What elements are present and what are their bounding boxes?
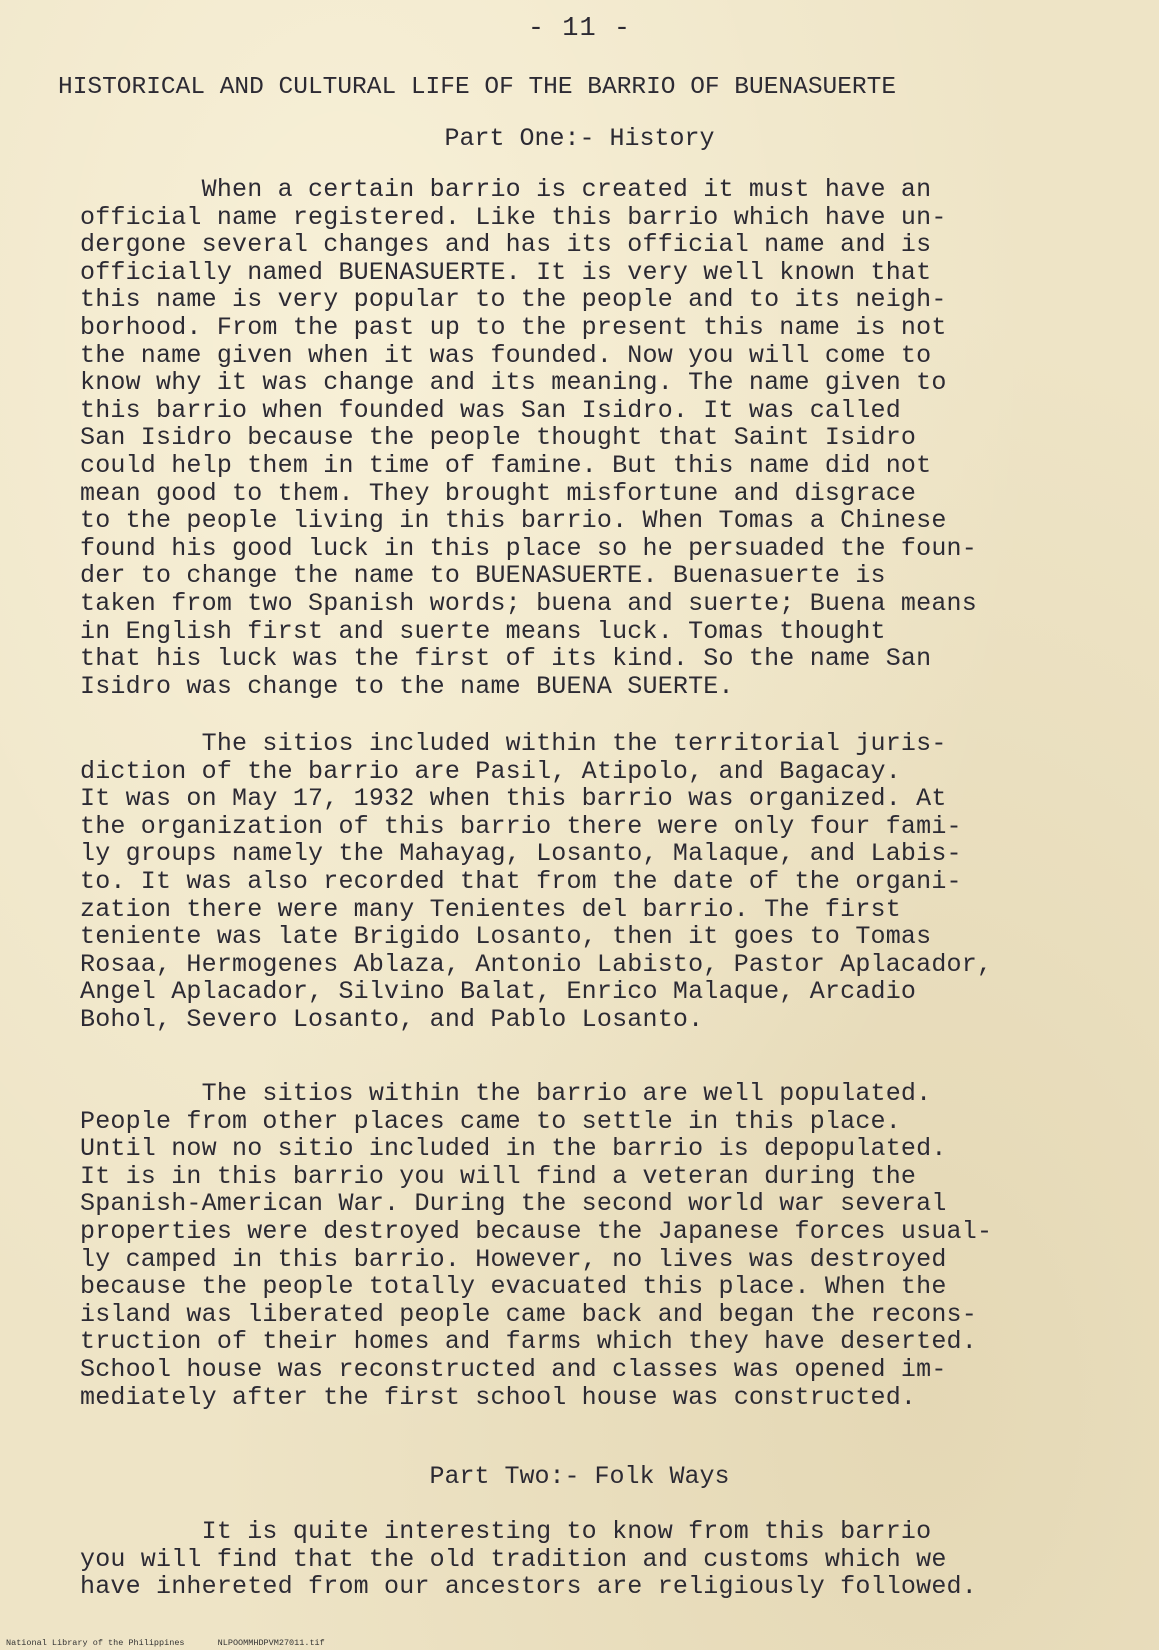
text-line: Rosaa, Hermogenes Ablaza, Antonio Labisto, Pastor Aplacador, — [80, 949, 993, 979]
text-line: Bohol, Severo Losanto, and Pablo Losanto. — [80, 1004, 704, 1034]
text-line: have inhereted from our ancestors are religiously followed. — [80, 1572, 977, 1602]
text-line: because the people totally evacuated this place. When the — [80, 1272, 947, 1302]
text-line: Angel Aplacador, Silvino Balat, Enrico Malaque, Arcadio — [80, 977, 917, 1007]
text-line: Spanish-American War. During the second world war several — [80, 1189, 947, 1219]
part-one-heading: Part One:- History — [444, 124, 715, 153]
text-line: officially named BUENASUERTE. It is very well known that — [80, 257, 932, 287]
text-line: dergone several changes and has its official name and is — [80, 230, 932, 260]
text-line: this name is very popular to the people and to its neigh- — [80, 285, 947, 315]
text-line: mediately after the first school house was constructed. — [80, 1382, 917, 1412]
text-line: found his good luck in this place so he persuaded the foun- — [80, 533, 977, 563]
text-line: know why it was change and its meaning. The name given to — [80, 368, 947, 398]
history-paragraph-3 — [80, 1080, 1090, 1411]
text-line: to. It was also recorded that from the date of the organi- — [80, 866, 962, 896]
page-number: - 11 - — [527, 14, 632, 44]
history-paragraph-1 — [80, 176, 1090, 700]
scan-footer — [6, 1638, 353, 1648]
text-line: mean good to them. They brought misfortune and disgrace — [80, 478, 917, 508]
text-line: island was liberated people came back and began the recons- — [80, 1299, 977, 1329]
text-line: It is in this barrio you will find a veteran during the — [80, 1161, 917, 1191]
text-line: ly camped in this barrio. However, no lives was destroyed — [80, 1244, 947, 1274]
text-line: official name registered. Like this barrio which have un- — [80, 202, 947, 232]
text-line: zation there were many Tenientes del barrio. The first — [80, 894, 901, 924]
text-line: you will find that the old tradition and customs which we — [80, 1544, 947, 1574]
text-line: that his luck was the first of its kind. So the name San — [80, 644, 932, 674]
part-two-heading: Part Two:- Folk Ways — [429, 1462, 730, 1491]
text-line: truction of their homes and farms which they have deserted. — [80, 1327, 977, 1357]
document-title: HISTORICAL AND CULTURAL LIFE OF THE BARRIO OF BUENASUERTE — [58, 74, 897, 101]
text-line: San Isidro because the people thought that Saint Isidro — [80, 423, 917, 453]
footer-library: National Library of the Philippines — [6, 1638, 185, 1648]
text-line: the name given when it was founded. Now you will come to — [80, 340, 932, 370]
text-line: borhood. From the past up to the present this name is not — [80, 312, 947, 342]
history-paragraph-2 — [80, 730, 1090, 1034]
text-line: could help them in time of famine. But this name did not — [80, 450, 932, 480]
text-line: properties were destroyed because the Japanese forces usual- — [80, 1216, 993, 1246]
text-line: the organization of this barrio there were only four fami- — [80, 811, 962, 841]
text-line: It is quite interesting to know from this barrio — [80, 1517, 932, 1546]
text-line: in English first and suerte means luck. Tomas thought — [80, 616, 886, 646]
text-line: The sitios within the barrio are well populated. — [80, 1079, 932, 1108]
text-line: teniente was late Brigido Losanto, then it goes to Tomas — [80, 922, 932, 952]
text-line: People from other places came to settle in this place. — [80, 1106, 901, 1136]
text-line: Until now no sitio included in the barrio is depopulated. — [80, 1134, 947, 1164]
text-line: to the people living in this barrio. When Tomas a Chinese — [80, 506, 947, 536]
text-line: School house was reconstructed and classes was opened im- — [80, 1354, 947, 1384]
text-line: diction of the barrio are Pasil, Atipolo, and Bagacay. — [80, 756, 901, 786]
text-line: this barrio when founded was San Isidro. It was called — [80, 395, 901, 425]
folk-ways-paragraph-1 — [80, 1518, 1090, 1601]
text-line: When a certain barrio is created it must have an — [80, 175, 932, 204]
text-line: ly groups namely the Mahayag, Losanto, Malaque, and Labis- — [80, 839, 962, 869]
text-line: der to change the name to BUENASUERTE. Buenasuerte is — [80, 561, 886, 591]
footer-file: NLPOOMMHDPVM27011.tif — [217, 1638, 325, 1648]
text-line: It was on May 17, 1932 when this barrio was organized. At — [80, 784, 947, 814]
text-line: The sitios included within the territorial juris- — [80, 729, 947, 758]
text-line: taken from two Spanish words; buena and suerte; Buena means — [80, 588, 977, 618]
text-line: Isidro was change to the name BUENA SUERTE. — [80, 671, 734, 701]
